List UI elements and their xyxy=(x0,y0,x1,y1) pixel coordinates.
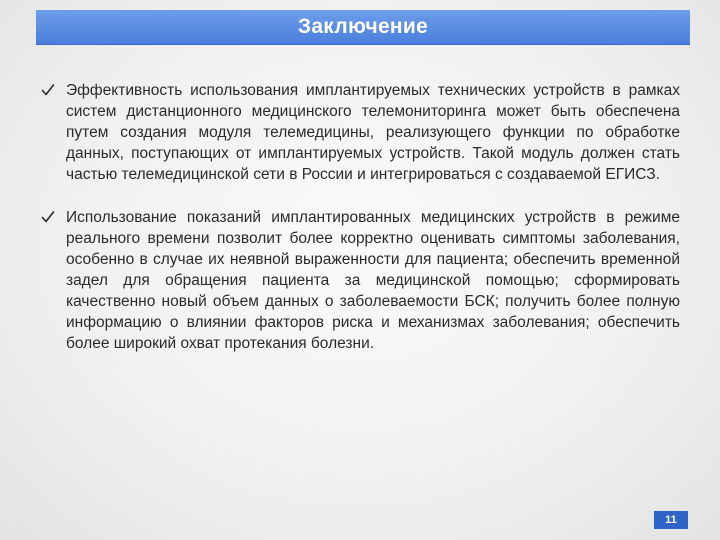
title-bar xyxy=(36,10,690,45)
checkmark-icon xyxy=(40,82,56,98)
checkmark-icon xyxy=(40,209,56,225)
bullet-item xyxy=(40,80,680,185)
bullet-text: Эффективность использования имплантируемых технических устройств в рамках систем дистанционного медицинского телемониторинга может быть обеспечена путем создания модуля телемедицины, реализующего функции по обработке данных, поступающих от имплантируемых устройств. Такой модуль должен стать частью телемедицинской сети в России и интегрироваться с создаваемой ЕГИСЗ. xyxy=(66,82,680,183)
page-number-badge: 11 xyxy=(654,511,688,529)
slide-title: Заключение xyxy=(297,15,429,38)
bullet-text: Использование показаний имплантированных медицинских устройств в режиме реального времени позволит более корректно оценивать симптомы заболевания, особенно в случае их неявной выраженности для пациента; обеспечить временной задел для обращения пациента за медицинской помощью; сформировать качественно новый объем данных о заболеваемости БСК; получить более полную информацию о влиянии факторов риска и механизмах заболевания; обеспечить более широкий охват протекания болезни. xyxy=(66,209,680,352)
content-area xyxy=(40,80,680,376)
bullet-item xyxy=(40,207,680,354)
